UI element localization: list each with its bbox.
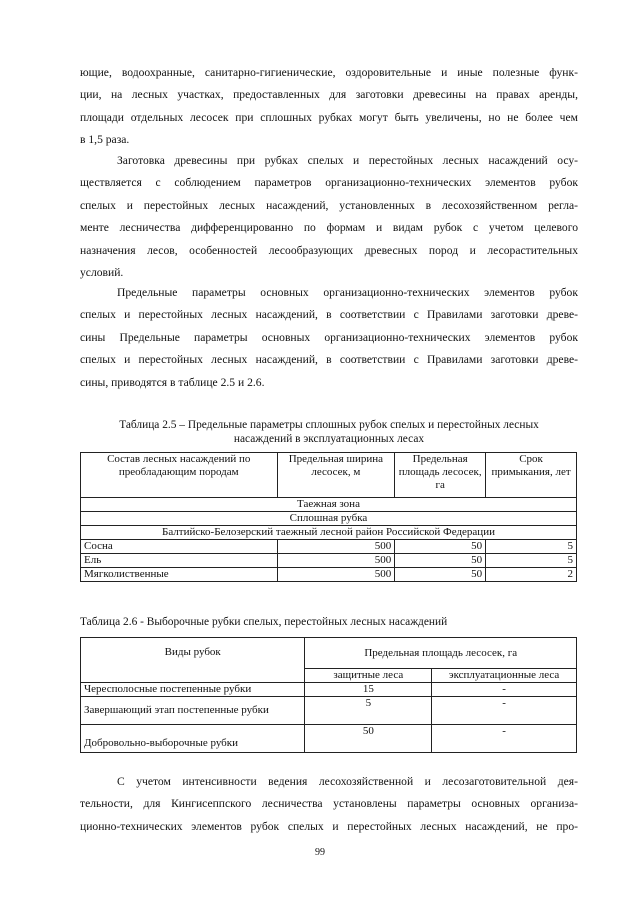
- table-row: [81, 697, 577, 725]
- text-line: спелых и перестойных лесных насаждений, в соответствии с Правилами заготовки древе-: [80, 308, 578, 322]
- table-header-row: [81, 453, 577, 498]
- table-2-5-caption: [80, 418, 578, 446]
- text-line: ции, на лесных участках, предоставленных для заготовки древесины на правах аренды,: [80, 88, 578, 102]
- zone-row: [81, 498, 577, 512]
- paragraph-4: [80, 771, 578, 838]
- paragraph-3: [80, 282, 578, 394]
- row-width: 500: [277, 568, 395, 582]
- table-row: [81, 568, 577, 582]
- table-2-6-caption: Таблица 2.6 - Выборочные рубки спелых, перестойных лесных насаждений: [80, 616, 448, 628]
- row-area: 50: [395, 554, 486, 568]
- header-area: Предельная площадь лесосек, га: [395, 453, 486, 498]
- table-row: [81, 540, 577, 554]
- text-line: спелых и перестойных лесных насаждений, в соответствии с Правилами заготовки древе-: [80, 353, 578, 367]
- region-row: [81, 526, 577, 540]
- row-exploitation: -: [432, 697, 577, 725]
- text-line: С учетом интенсивности ведения лесохозяйственной и лесозаготовительной дея-: [117, 775, 578, 788]
- paragraph-1: [80, 62, 578, 152]
- text-line: сины Предельные параметры основных организационно-технических элементов рубок: [80, 330, 578, 344]
- text-line: в 1,5 раза.: [80, 133, 130, 147]
- text-line: ционно-технических элементов рубок спелых и перестойных лесных насаждений, не про-: [80, 819, 578, 833]
- text-line: ющие, водоохранные, санитарно-гигиенические, оздоровительные и иные полезные функ-: [80, 66, 578, 79]
- text-line: условий.: [80, 266, 124, 280]
- text-line: тельности, для Кингисеппского лесничества установлены параметры основных организа-: [80, 797, 578, 811]
- table-row: [81, 725, 577, 753]
- text-line: Заготовка древесины при рубках спелых и перестойных лесных насаждений осу-: [117, 154, 578, 167]
- header-term: Срок примыкания, лет: [486, 453, 577, 498]
- row-name: Завершающий этап постепенные рубки: [81, 697, 305, 725]
- text-line: спелых и перестойных лесных насаждений, установленных в лесохозяйственном регла-: [80, 198, 578, 212]
- header-cut-type: Виды рубок: [81, 638, 305, 683]
- table-row: [81, 683, 577, 697]
- text-line: сины, приводятся в таблице 2.5 и 2.6.: [80, 375, 265, 389]
- row-protective: 50: [305, 725, 432, 753]
- row-protective: 15: [305, 683, 432, 697]
- row-name: Мягколиственные: [81, 568, 278, 582]
- text-line: ществляется с соблюдением параметров организационно-технических элементов рубок: [80, 176, 578, 190]
- cut-type-cell: Сплошная рубка: [81, 512, 577, 526]
- zone-cell: Таежная зона: [81, 498, 577, 512]
- row-exploitation: -: [432, 683, 577, 697]
- subheader-protective: защитные леса: [305, 669, 432, 683]
- subheader-exploitation: эксплуатационные леса: [432, 669, 577, 683]
- header-area-limit: Предельная площадь лесосек, га: [305, 638, 577, 669]
- text-line: менте лесничества дифференцированно по формам и видам рубок с учетом целевого: [80, 221, 578, 235]
- row-term: 5: [486, 540, 577, 554]
- caption-line: Таблица 2.5 – Предельные параметры сплошных рубок спелых и перестойных лесных: [119, 419, 539, 431]
- row-term: 2: [486, 568, 577, 582]
- table-2-5: [80, 452, 577, 582]
- row-exploitation: -: [432, 725, 577, 753]
- row-name: Сосна: [81, 540, 278, 554]
- cut-type-row: [81, 512, 577, 526]
- row-area: 50: [395, 568, 486, 582]
- row-width: 500: [277, 540, 395, 554]
- text-line: назначения лесов, особенностей лесообразующих древесных пород и лесорастительных: [80, 243, 578, 257]
- row-name: Ель: [81, 554, 278, 568]
- table-header-row: [81, 638, 577, 669]
- text-line: площади отдельных лесосек при сплошных рубках могут быть увеличены, но не более чем: [80, 110, 578, 124]
- paragraph-2: [80, 150, 578, 284]
- header-width: Предельная ширина лесосек, м: [277, 453, 395, 498]
- table-2-6: [80, 637, 577, 753]
- row-name: Чересполосные постепенные рубки: [81, 683, 305, 697]
- header-composition: Состав лесных насаждений по преобладающим породам: [81, 453, 278, 498]
- page-number: 99: [315, 847, 325, 858]
- row-name: Добровольно-выборочные рубки: [81, 725, 305, 753]
- region-cell: Балтийско-Белозерский таежный лесной район Российской Федерации: [81, 526, 577, 540]
- row-area: 50: [395, 540, 486, 554]
- row-width: 500: [277, 554, 395, 568]
- row-protective: 5: [305, 697, 432, 725]
- row-term: 5: [486, 554, 577, 568]
- text-line: Предельные параметры основных организационно-технических элементов рубок: [117, 286, 578, 299]
- caption-line: насаждений в эксплуатационных лесах: [233, 433, 425, 445]
- table-row: [81, 554, 577, 568]
